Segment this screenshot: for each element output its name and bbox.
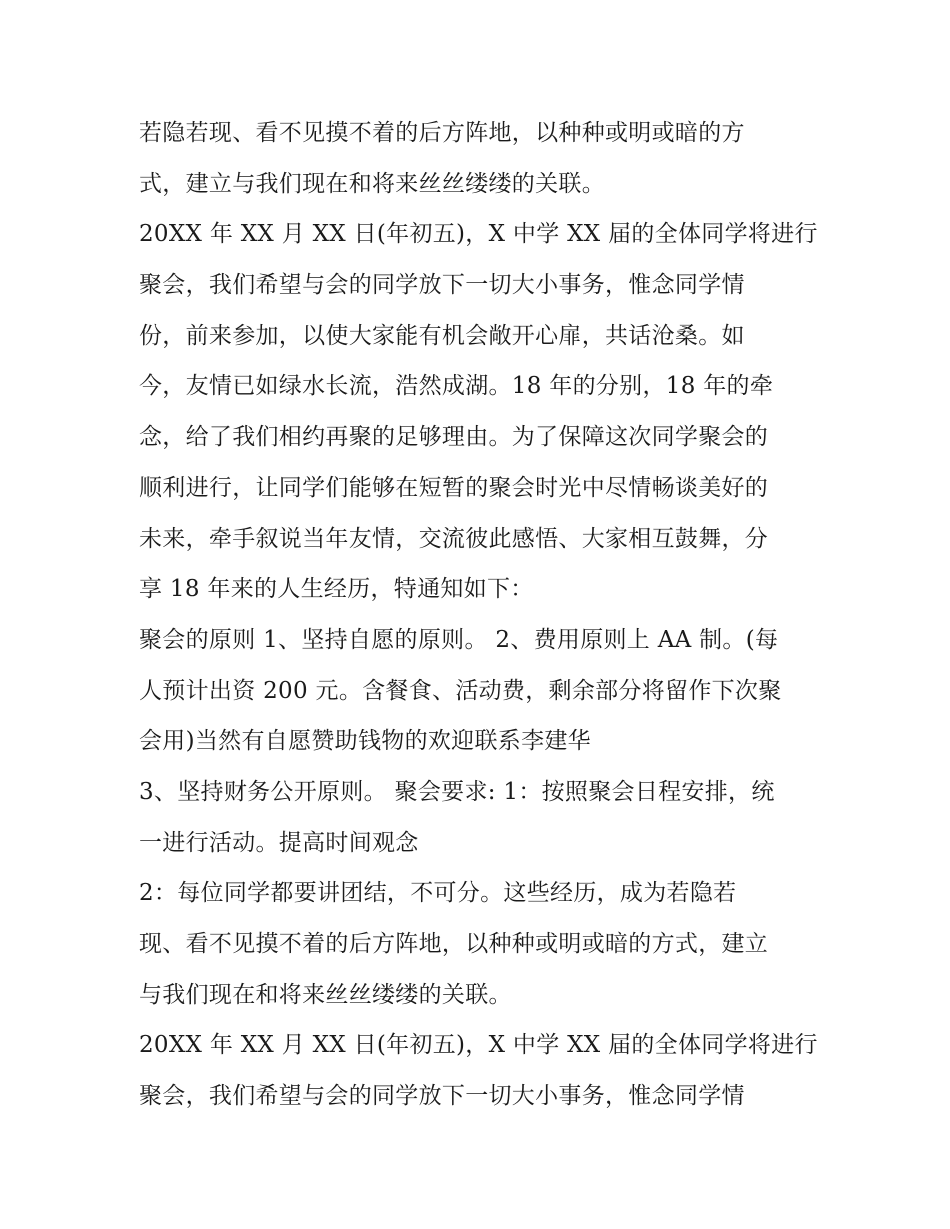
text-line: 聚会，我们希望与会的同学放下一切大小事务，惟念同学情	[139, 272, 745, 299]
text-line: 一进行活动。提高时间观念	[139, 829, 419, 856]
text-line: 若隐若现、看不见摸不着的后方阵地，以种种或明或暗的方	[139, 120, 745, 146]
text-line: 式，建立与我们现在和将来丝丝缕缕的关联。	[139, 170, 605, 197]
text-line: 聚会，我们希望与会的同学放下一切大小事务，惟念同学情	[139, 1083, 745, 1110]
text-line: 3、坚持财务公开原则。 聚会要求: 1：按照聚会日程安排，统	[139, 778, 775, 805]
text-line: 今，友情已如绿水长流，浩然成湖。18 年的分别，18 年的牵	[139, 373, 774, 400]
text-line: 会用)当然有自愿赞助钱物的欢迎联系李建华	[139, 728, 591, 755]
text-line: 顺利进行，让同学们能够在短暂的聚会时光中尽情畅谈美好的	[139, 474, 769, 501]
text-line: 2：每位同学都要讲团结，不可分。这些经历，成为若隐若	[139, 880, 737, 907]
text-line: 人预计出资 200 元。含餐食、活动费，剩余部分将留作下次聚	[139, 677, 782, 704]
text-line: 享 18 年来的人生经历，特通知如下：	[139, 576, 534, 603]
text-line: 未来，牵手叙说当年友情，交流彼此感悟、大家相互鼓舞，分	[139, 525, 769, 552]
text-line: 与我们现在和将来丝丝缕缕的关联。	[139, 981, 512, 1008]
text-line: 20XX 年 XX 月 XX 日(年初五)，X 中学 XX 届的全体同学将进行	[139, 221, 818, 248]
text-line: 20XX 年 XX 月 XX 日(年初五)，X 中学 XX 届的全体同学将进行	[139, 1032, 818, 1059]
text-line: 现、看不见摸不着的后方阵地，以种种或明或暗的方式，建立	[139, 931, 769, 957]
text-line: 聚会的原则 1、坚持自愿的原则。 2、费用原则上 AA 制。(每	[139, 626, 779, 653]
text-line: 份，前来参加，以使大家能有机会敞开心扉，共话沧桑。如	[139, 322, 745, 349]
document-body	[139, 108, 819, 1122]
text-line: 念，给了我们相约再聚的足够理由。为了保障这次同学聚会的	[139, 424, 769, 451]
